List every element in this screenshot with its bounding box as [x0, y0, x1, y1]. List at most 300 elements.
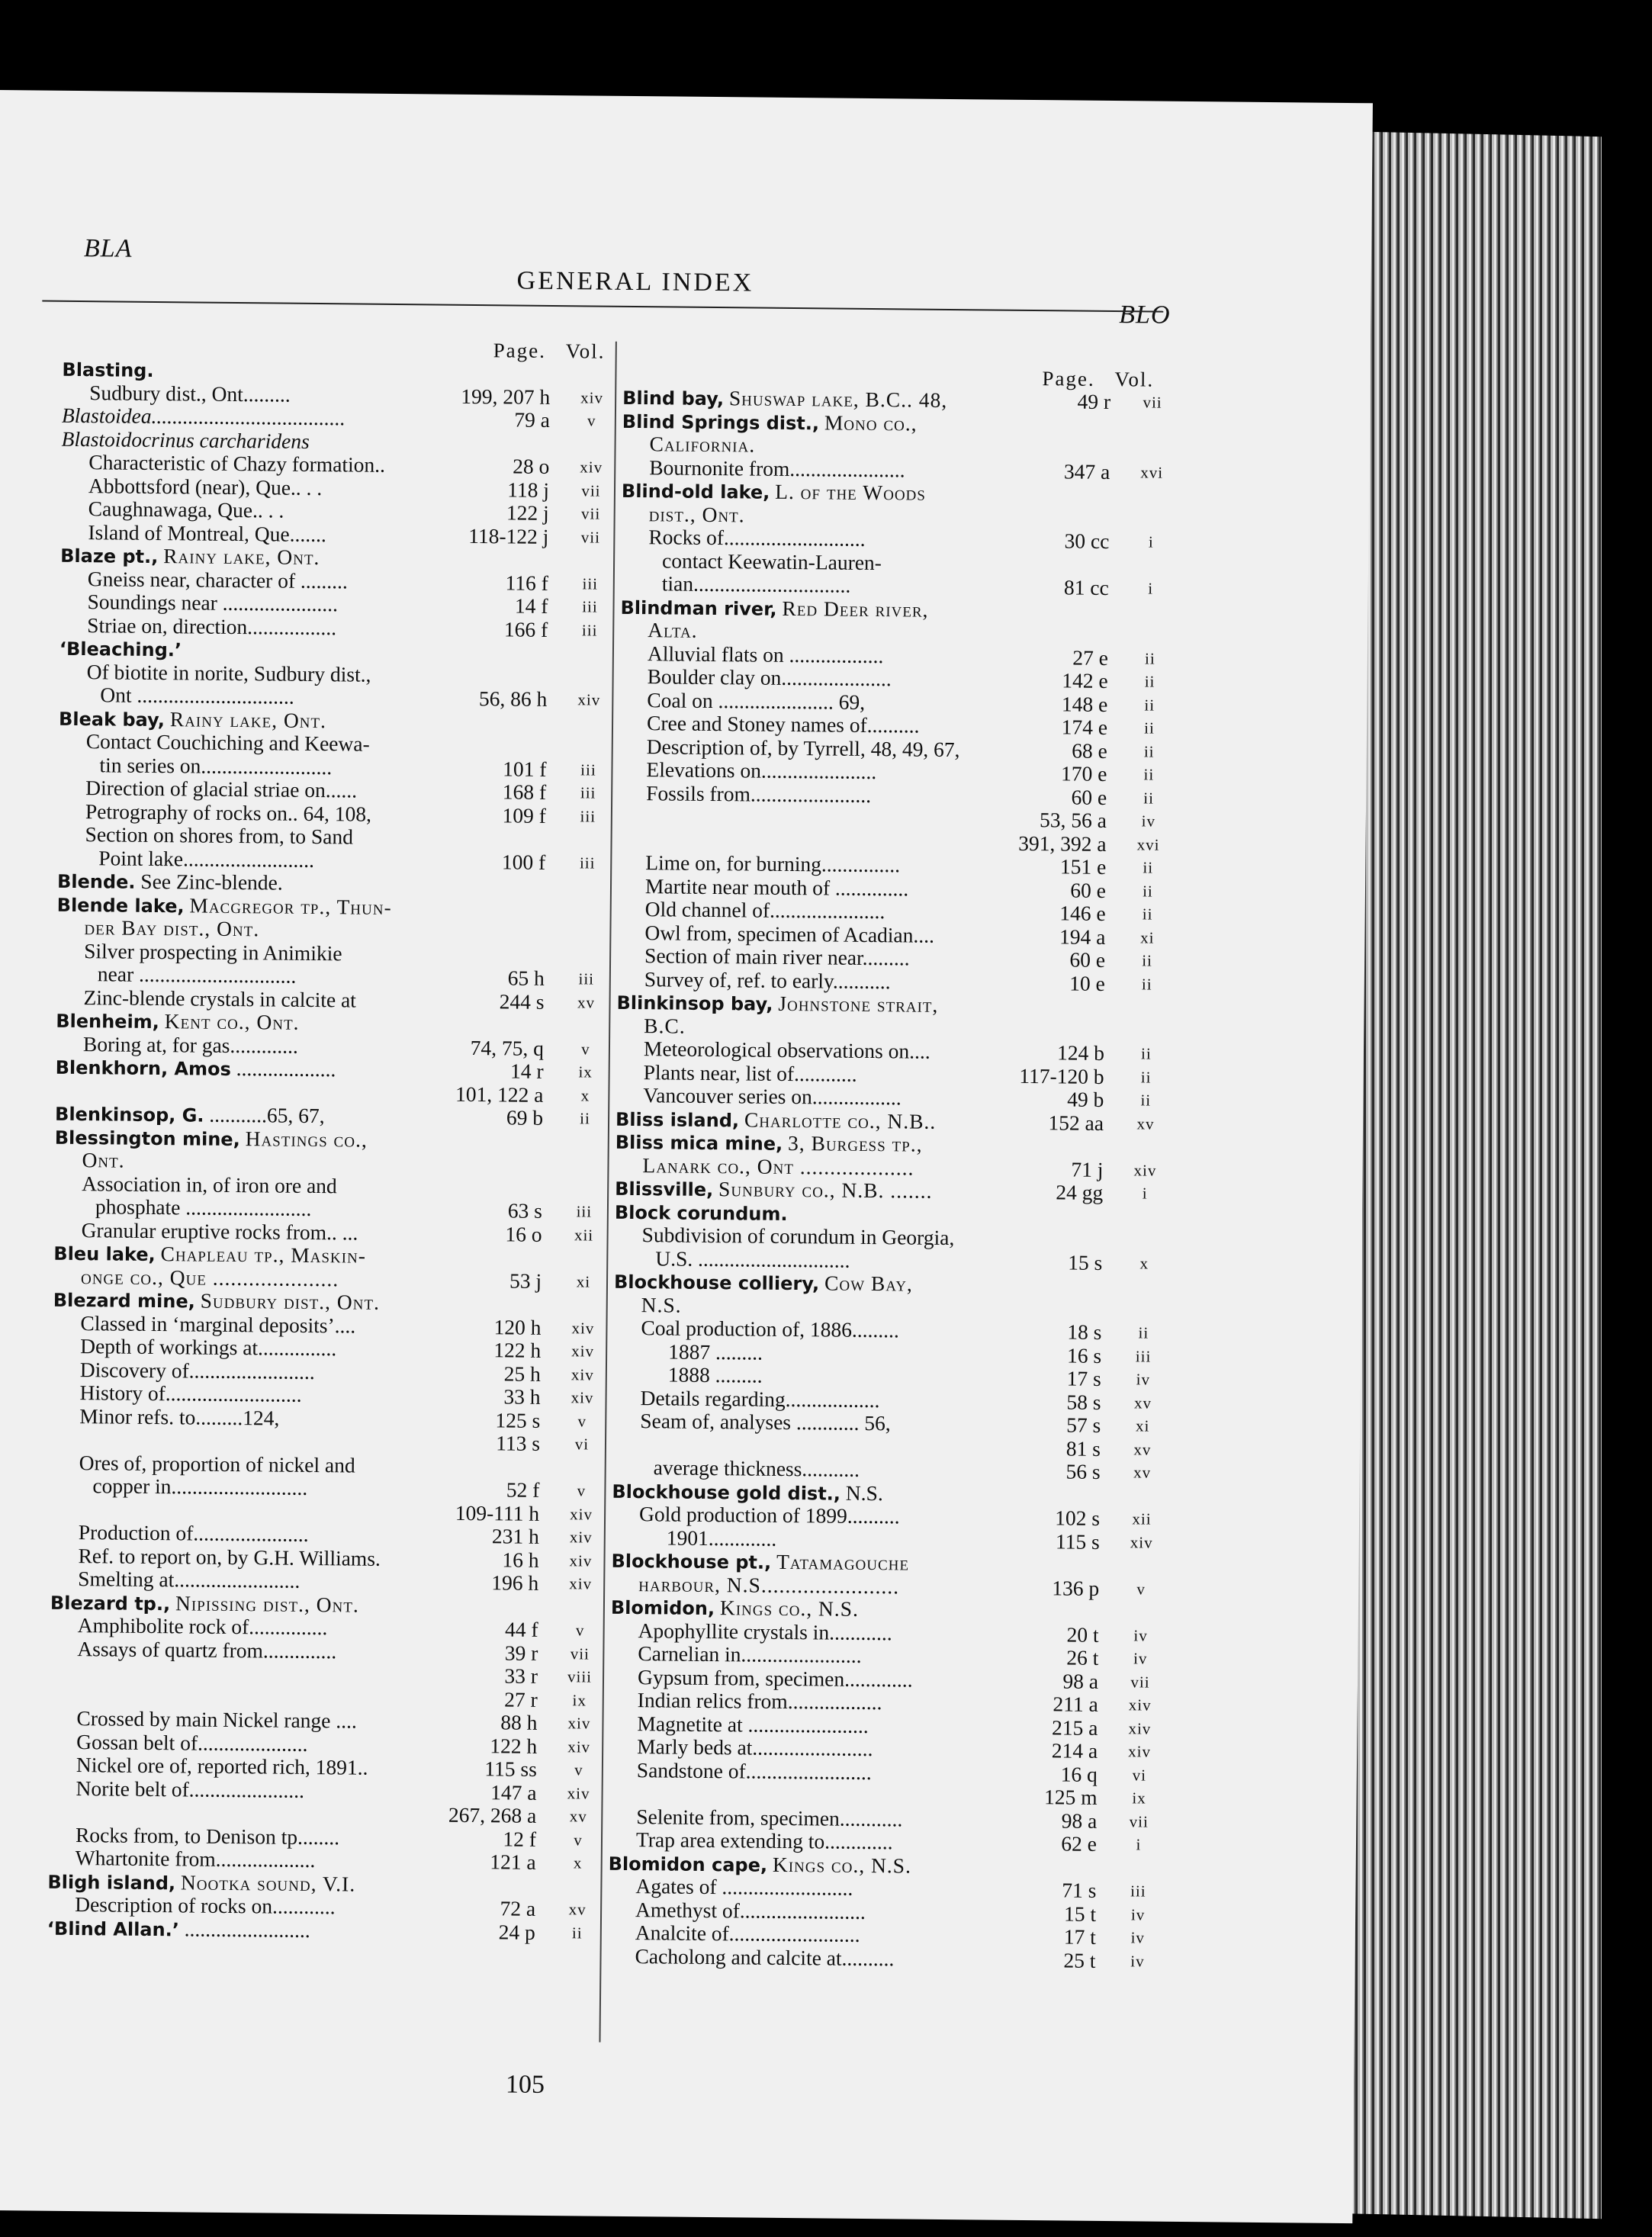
entry-text [638, 1573, 899, 1599]
entry-description: See Zinc-blende. [140, 869, 283, 895]
entry-text [86, 730, 370, 756]
entry-text [648, 665, 892, 691]
entry-page-ref: 17 s [1066, 1366, 1101, 1390]
entry-volume: i [1142, 1184, 1148, 1203]
entry-text [78, 1567, 300, 1593]
entry-text [649, 503, 745, 527]
entry-page-ref: 57 s [1066, 1413, 1101, 1437]
entry-text [638, 1619, 892, 1645]
entry-volume: vii [1130, 1672, 1150, 1692]
entry-description: Nootka sound, V.I. [180, 1869, 356, 1896]
entry-page-ref: 52 f [506, 1477, 540, 1502]
entry-volume: ii [1144, 718, 1155, 738]
entry-description: Classed in ‘marginal deposits’.... [80, 1310, 356, 1338]
right-column [607, 386, 1172, 1973]
entry-page-ref: 25 t [1063, 1947, 1096, 1972]
entry-description: Coal on ...................... 69, [647, 687, 866, 714]
entry-description: Vancouver series on................. [643, 1083, 902, 1110]
entry-page-ref: 56 s [1065, 1459, 1101, 1483]
entry-description: Kings co., N.S. [719, 1596, 860, 1621]
entry-page-ref: 27 e [1072, 645, 1109, 670]
entry-text [57, 869, 283, 895]
entry-text [648, 526, 865, 551]
entry-heading: Blenkhorn, Amos [55, 1056, 231, 1080]
entry-volume: xii [1132, 1509, 1152, 1528]
entry-text [648, 619, 698, 642]
entry-volume: xiv [569, 1551, 593, 1570]
entry-description: California. [649, 432, 756, 457]
entry-description: Hastings co., [245, 1126, 368, 1152]
entry-description: contact Keewatin-Lauren- [661, 548, 882, 574]
entry-text [647, 689, 865, 714]
entry-description: phosphate ........................ [95, 1194, 312, 1220]
entry-description: History of.......................... [79, 1380, 302, 1406]
entry-page-ref: 116 f [505, 570, 548, 595]
entry-description: tian.............................. [661, 571, 851, 597]
entry-volume: v [577, 1411, 587, 1430]
entry-page-ref: 98 a [1062, 1668, 1099, 1693]
entry-description: Mono co., [824, 410, 918, 436]
entry-heading: Blenheim, [56, 1010, 160, 1033]
entry-description: Lanark co., Ont ................... [642, 1152, 914, 1180]
entry-volume: xiv [570, 1504, 593, 1524]
entry-text [84, 916, 259, 941]
page-number: 105 [505, 2070, 545, 2099]
entry-page-ref: 231 h [491, 1524, 539, 1548]
entry-volume: iii [580, 760, 596, 779]
entry-description: Gypsum from, specimen............. [637, 1664, 913, 1692]
entry-page-ref: 120 h [493, 1314, 542, 1339]
entry-page-ref: 44 f [504, 1617, 538, 1641]
entry-description: average thickness........... [653, 1455, 860, 1481]
entry-volume: v [581, 1039, 590, 1058]
entry-heading: Bliss mica mine, [615, 1131, 783, 1155]
entry-volume: v [577, 1481, 587, 1500]
entry-text [644, 1061, 857, 1086]
entry-volume: ix [578, 1062, 593, 1082]
entry-description: 3, Burgess tp., [787, 1130, 923, 1156]
entry-volume: iii [576, 1202, 593, 1221]
entry-description: Depth of workings at............... [80, 1334, 337, 1361]
entry-description: Abbottsford (near), Que.. . . [88, 473, 323, 500]
entry-page-ref: 88 h [500, 1710, 538, 1734]
entry-volume: iii [580, 806, 596, 826]
entry-page-ref: 71 j [1071, 1157, 1104, 1181]
entry-description: der Bay dist., Ont. [84, 915, 260, 941]
entry-description: Sunbury co., N.B. ....... [718, 1177, 933, 1203]
entry-description: Minor refs. to.........124, [79, 1403, 280, 1430]
entry-volume: xiv [1128, 1742, 1152, 1761]
entry-volume: xiv [567, 1737, 591, 1756]
entry-description: Production of...................... [78, 1520, 309, 1546]
entry-page-ref: 25 h [503, 1361, 542, 1386]
entry-text [667, 1526, 777, 1551]
entry-volume: iv [1130, 1928, 1146, 1947]
entry-description: Sandstone of........................ [636, 1757, 872, 1784]
entry-page-ref: 30 cc [1064, 529, 1110, 553]
entry-description: Boring at, for gas............. [82, 1031, 298, 1058]
entry-description: B.C. [644, 1013, 686, 1038]
entry-page-ref: 124 b [1056, 1040, 1105, 1065]
entry-text [92, 1474, 307, 1499]
entry-text [88, 497, 284, 522]
entry-volume: xiv [569, 1574, 593, 1593]
entry-volume: ii [1144, 648, 1155, 668]
entry-text [59, 637, 182, 662]
entry-text [87, 614, 336, 640]
entry-heading: Blenkinsop, G. [54, 1103, 204, 1127]
entry-text [645, 898, 885, 924]
entry-text [662, 572, 851, 597]
entry-volume: ii [1144, 672, 1155, 691]
left-col-head-vol: Vol. [565, 339, 606, 363]
entry-description: Ont. [82, 1148, 125, 1172]
entry-text [79, 1381, 301, 1406]
entry-text [644, 968, 891, 994]
entry-description: Details regarding.................. [640, 1385, 880, 1412]
entry-page-ref: 174 e [1061, 715, 1108, 739]
entry-description: copper in.......................... [92, 1474, 308, 1499]
entry-description: Petrography of rocks on.. 64, 108, [85, 799, 372, 826]
entry-page-ref: 152 aa [1048, 1110, 1104, 1135]
entry-heading: Blende. [56, 870, 136, 893]
entry-description: Cacholong and calcite at.......... [635, 1943, 895, 1970]
entry-heading: Blissville, [615, 1178, 714, 1201]
entry-page-ref: 113 s [496, 1431, 541, 1455]
entry-text [84, 940, 342, 966]
entry-text [647, 712, 920, 738]
entry-description: Alluvial flats on .................. [647, 641, 884, 667]
entry-description: Description of rocks on............ [75, 1892, 336, 1919]
entry-volume: xiv [570, 1388, 594, 1407]
entry-page-ref: 100 f [501, 849, 546, 874]
entry-text [637, 1759, 872, 1784]
entry-page-ref: 118-122 j [468, 523, 549, 548]
entry-page-ref: 347 a [1063, 458, 1110, 484]
entry-page-ref: 18 s [1067, 1319, 1102, 1344]
entry-text [637, 1712, 868, 1737]
entry-heading: Blomidon cape, [608, 1853, 768, 1876]
entry-text [646, 782, 871, 807]
entry-description: Charlotte co., N.B.. [744, 1107, 937, 1133]
entry-page-ref: 60 e [1071, 785, 1107, 809]
entry-page-ref: 215 a [1051, 1715, 1098, 1740]
entry-description: Survey of, ref. to early........... [644, 966, 891, 993]
entry-description: Blastoidocrinus carcharidens [61, 426, 310, 453]
entry-description: Kings co., N.S. [772, 1852, 912, 1878]
entry-text [646, 758, 876, 783]
entry-text [89, 381, 291, 407]
entry-volume: ii [1143, 858, 1154, 877]
entry-text [79, 1451, 355, 1477]
entry-text [668, 1340, 763, 1364]
entry-volume: xii [574, 1225, 594, 1245]
entry-page-ref: 27 r [504, 1686, 538, 1711]
entry-volume: vii [581, 481, 601, 500]
right-col-head-page: Page. [1042, 367, 1095, 391]
entry-description: dist., Ont. [648, 501, 745, 526]
entry-description: Trap area extending to............. [635, 1827, 893, 1854]
entry-description: Association in, of iron ore and [82, 1171, 337, 1197]
entry-heading: Bleu lake, [53, 1242, 156, 1266]
entry-description: Rainy lake, Ont. [163, 544, 320, 570]
entry-description: Island of Montreal, Que....... [88, 519, 326, 546]
entry-text [644, 921, 934, 947]
entry-page-ref: 267, 268 a [448, 1802, 537, 1827]
entry-description: Whartonite from................... [75, 1846, 316, 1872]
entry-description: Assays of quartz from.............. [77, 1636, 337, 1663]
entry-page-ref: 81 s [1065, 1436, 1101, 1461]
entry-page-ref: 72 a [500, 1896, 536, 1920]
entry-page-ref: 166 f [503, 616, 548, 641]
entry-volume: iv [1130, 1951, 1145, 1971]
entry-page-ref: 125 m [1043, 1785, 1098, 1809]
entry-heading: Block corundum. [614, 1201, 788, 1225]
entry-description: Crossed by main Nickel range .... [76, 1706, 357, 1733]
entry-page-ref: 69 b [506, 1105, 544, 1130]
entry-description: Striae on, direction................. [87, 612, 337, 639]
entry-page-ref: 199, 207 h [461, 384, 551, 409]
entry-page-ref: 146 e [1059, 901, 1106, 925]
entry-page-ref: 101, 122 a [455, 1082, 544, 1107]
entry-page-ref: 117-120 b [1019, 1063, 1104, 1088]
entry-text [95, 1195, 312, 1220]
entry-description: Section of main river near......... [644, 943, 910, 970]
entry-heading: ‘Bleaching.’ [59, 638, 182, 661]
entry-text [615, 1200, 788, 1226]
entry-text [638, 1689, 882, 1715]
running-head-left: BLA [83, 234, 133, 263]
entry-volume: vii [580, 527, 601, 547]
entry-volume: xi [1140, 927, 1155, 947]
entry-description: Gossan belt of..................... [76, 1729, 308, 1756]
entry-volume: ii [580, 1109, 591, 1128]
entry-text [82, 1172, 337, 1198]
entry-volume: iii [1130, 1882, 1146, 1901]
entry-volume: xiv [1130, 1532, 1153, 1552]
entry-text [644, 1014, 686, 1038]
entry-page-ref: 60 e [1070, 878, 1107, 902]
entry-description: N.S. [845, 1480, 883, 1505]
entry-volume: xiv [577, 690, 601, 709]
entry-description: Contact Couchiching and Keewa- [85, 729, 370, 756]
entry-description: ...........65, 67, [209, 1102, 325, 1128]
entry-text [88, 521, 326, 546]
entry-text [76, 1707, 357, 1733]
entry-text [85, 823, 353, 849]
entry-volume: xv [569, 1807, 587, 1826]
entry-page-ref: 142 e [1062, 668, 1108, 693]
index-entry [47, 1916, 596, 1944]
entry-volume: iv [1130, 1904, 1146, 1924]
entry-page-ref: 56, 86 h [478, 686, 548, 711]
entry-volume: ii [1142, 951, 1153, 970]
entry-description: 1901............. [666, 1525, 777, 1551]
entry-description: Nipissing dist., Ont. [175, 1590, 359, 1617]
entry-description: Carnelian in....................... [638, 1641, 862, 1667]
entry-volume: iii [582, 574, 599, 593]
entry-description: Bournonite from...................... [649, 455, 905, 481]
entry-text [641, 1316, 899, 1342]
entry-volume: ix [1132, 1789, 1146, 1808]
entry-page-ref: 101 f [503, 756, 547, 781]
entry-page-ref: 196 h [491, 1570, 539, 1595]
entry-description: Amethyst of........................ [635, 1897, 866, 1924]
entry-volume: ii [1140, 1067, 1152, 1087]
entry-volume: xvi [1140, 462, 1164, 482]
entry-page-ref: 79 a [514, 407, 551, 432]
entry-volume: ii [1140, 1091, 1152, 1110]
entry-description: Description of, by Tyrrell, 48, 49, 67, [646, 734, 960, 761]
page-title: GENERAL INDEX [516, 266, 754, 297]
entry-text [55, 1102, 325, 1129]
entry-text [655, 1247, 850, 1272]
entry-description: near .............................. [97, 962, 297, 988]
entry-heading: Blezard tp., [50, 1592, 171, 1615]
entry-text [645, 875, 908, 901]
entry-description: Amphibolite rock of............... [77, 1613, 328, 1640]
entry-description: Soundings near ...................... [87, 590, 339, 616]
entry-text [76, 1846, 316, 1872]
entry-volume: xiv [1128, 1718, 1152, 1738]
entry-page-ref: 63 s [507, 1198, 543, 1223]
entry-heading: Blezard mine, [53, 1289, 195, 1313]
entry-page-ref: 68 e [1072, 738, 1107, 763]
entry-volume: ii [1141, 974, 1152, 994]
entry-description: Cow Bay, [824, 1271, 914, 1296]
entry-description: Section on shores from, to Sand [85, 822, 354, 849]
entry-description: Caughnawaga, Que.. . . [88, 497, 284, 522]
entry-page-ref: 74, 75, q [470, 1035, 545, 1060]
left-col-head-page: Page. [493, 339, 547, 362]
entry-page-ref: 16 o [505, 1221, 542, 1246]
entry-volume: xiv [569, 1528, 593, 1547]
entry-description: Old channel of...................... [644, 897, 885, 924]
entry-volume: ii [1143, 765, 1155, 784]
entry-description: Norite belt of...................... [76, 1776, 305, 1802]
entry-text [668, 1363, 763, 1387]
entry-page-ref: 10 e [1069, 971, 1105, 995]
entry-description: Point lake......................... [98, 845, 315, 872]
entry-page-ref: 98 a [1061, 1808, 1098, 1833]
entry-volume: xiv [1133, 1160, 1157, 1180]
entry-description: Zinc-blende crystals in calcite at [83, 985, 357, 1012]
entry-text [636, 1805, 902, 1831]
entry-volume: viii [567, 1667, 593, 1686]
entry-page-ref: 33 h [503, 1384, 541, 1409]
entry-page-ref: 53, 56 a [1039, 808, 1107, 832]
entry-page-ref: 62 e [1061, 1831, 1098, 1856]
entry-text [638, 1666, 913, 1692]
entry-volume: xiv [567, 1783, 590, 1803]
entry-heading: Blockhouse pt., [611, 1550, 772, 1573]
entry-text [75, 1893, 336, 1919]
entry-text [640, 1409, 891, 1435]
entry-page-ref: 53 j [509, 1268, 542, 1293]
entry-page-ref: 214 a [1051, 1738, 1098, 1763]
entry-text [649, 456, 905, 482]
entry-description: Johnstone strait, [778, 991, 939, 1017]
entry-volume: ii [571, 1923, 583, 1942]
entry-page-ref: 14 f [514, 593, 548, 618]
entry-volume: iii [581, 620, 598, 640]
header-rule [42, 301, 1163, 313]
entry-text [644, 944, 910, 970]
entry-heading: Blind bay, [622, 387, 725, 410]
entry-description: Chapleau tp., Maskin- [160, 1242, 367, 1268]
entry-page-ref: 71 s [1062, 1878, 1097, 1902]
entry-text [648, 642, 884, 667]
entry-heading: Blasting. [62, 358, 154, 381]
entry-volume: xiv [1128, 1695, 1152, 1715]
entry-volume: xv [1136, 1114, 1155, 1133]
entry-description: Boulder clay on..................... [647, 664, 892, 691]
entry-volume: xiv [580, 458, 603, 477]
entry-volume: ii [1143, 741, 1155, 761]
entry-page-ref: 102 s [1055, 1506, 1101, 1530]
entry-page-ref: 122 j [506, 500, 549, 525]
entry-text [87, 660, 371, 686]
entry-text [643, 1084, 902, 1110]
entry-page-ref: 58 s [1066, 1390, 1101, 1414]
entry-text [87, 590, 338, 616]
entry-page-ref: 28 o [513, 454, 550, 478]
entry-description: Nickel ore of, reported rich, 1891.. [76, 1753, 368, 1779]
entry-heading: Blinkinsop bay, [616, 992, 773, 1015]
entry-page-ref: 118 j [507, 477, 550, 502]
entry-description: ........................ [184, 1916, 310, 1942]
entry-description: Of biotite in norite, Sudbury dist., [86, 659, 371, 686]
entry-description: Shuswap lake, B.C.. 48, [728, 386, 948, 412]
entry-text [79, 1521, 309, 1546]
entry-text [76, 1824, 339, 1850]
entry-page-ref: 244 s [499, 988, 545, 1014]
entry-text [99, 754, 332, 779]
entry-description: Agates of ......................... [635, 1874, 853, 1900]
entry-text [100, 683, 294, 709]
entry-description: Ont .............................. [100, 683, 294, 709]
entry-description: Plants near, list of............ [643, 1059, 857, 1086]
entry-volume: xvi [1136, 834, 1160, 854]
entry-text [641, 1294, 682, 1317]
entry-volume: ii [1143, 788, 1155, 808]
entry-volume: v [575, 1621, 585, 1640]
entry-description: Discovery of........................ [79, 1357, 315, 1384]
entry-page-ref: 194 a [1059, 924, 1106, 949]
entry-description: Lime on, for burning............... [645, 850, 901, 877]
entry-text [639, 1503, 900, 1528]
entry-heading: Blomidon, [610, 1596, 715, 1620]
entry-volume: iii [1135, 1346, 1152, 1366]
entry-text [88, 567, 348, 593]
entry-volume: v [574, 1830, 583, 1849]
entry-heading: Blind-old lake, [621, 480, 770, 503]
entry-text [649, 432, 755, 457]
entry-text [79, 1405, 279, 1430]
entry-description: Fossils from....................... [646, 780, 872, 807]
entry-heading: Blockhouse colliery, [613, 1271, 820, 1295]
entry-description: Ref. to report on, by G.H. Williams. [78, 1543, 381, 1570]
entry-page-ref: 16 s [1066, 1343, 1102, 1368]
entry-text [85, 800, 371, 826]
entry-description: 1887 ......... [668, 1339, 763, 1364]
entry-volume: xv [1133, 1393, 1152, 1413]
entry-text [62, 358, 153, 383]
entry-page-ref: 211 a [1053, 1692, 1098, 1716]
entry-text [635, 1945, 894, 1971]
entry-page-ref: 122 h [493, 1338, 542, 1362]
entry-description: onge co., Que ..................... [80, 1264, 339, 1290]
